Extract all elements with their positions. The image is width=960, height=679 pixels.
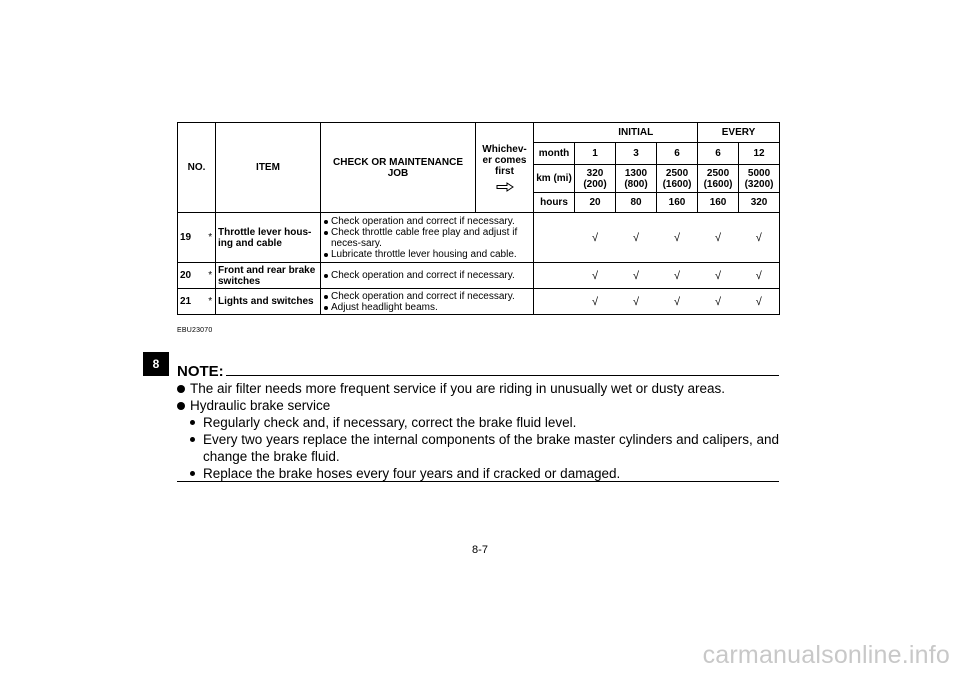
hours-value: 160 [657,193,698,213]
check-mark: √ [657,263,698,289]
month-label: month [534,143,575,165]
note-body [177,380,779,482]
km-value: 320 (200) [575,165,616,193]
month-value: 12 [739,143,780,165]
row-jobs [321,213,534,263]
month-value: 1 [575,143,616,165]
job-item: Adjust headlight beams. [323,302,531,313]
month-value: 6 [657,143,698,165]
check-mark: √ [616,289,657,315]
row-star: * [206,263,216,289]
check-mark: √ [657,289,698,315]
hours-value: 20 [575,193,616,213]
row-blank [534,263,575,289]
km-value: 2500 (1600) [657,165,698,193]
check-mark: √ [575,263,616,289]
hours-value: 80 [616,193,657,213]
note-subitem: Every two years replace the internal components of the brake master cylinders and calipers, and change the brake fluid. [177,431,779,465]
maintenance-schedule-table [177,122,780,315]
header-item: ITEM [216,123,321,213]
header-no: NO. [178,123,216,213]
check-mark: √ [616,213,657,263]
hours-label: hours [534,193,575,213]
note-divider [226,375,779,376]
check-mark: √ [739,263,780,289]
hours-value: 160 [698,193,739,213]
check-mark: √ [739,213,780,263]
job-item: Check throttle cable free play and adjust if neces-sary. [323,227,531,249]
row-star: * [206,213,216,263]
row-item: Lights and switches [216,289,321,315]
note-subitem: Regularly check and, if necessary, correct the brake fluid level. [177,414,779,431]
km-label: km (mi) [534,165,575,193]
row-blank [534,213,575,263]
note-end-divider [177,481,779,482]
row-item: Throttle lever hous-ing and cable [216,213,321,263]
check-mark: √ [575,213,616,263]
check-mark: √ [698,213,739,263]
check-mark: √ [698,263,739,289]
row-jobs [321,263,534,289]
check-mark: √ [616,263,657,289]
check-mark: √ [575,289,616,315]
table-row [178,213,780,263]
note-item: Hydraulic brake service [177,397,779,414]
job-item: Check operation and correct if necessary. [323,216,531,227]
km-value: 5000 (3200) [739,165,780,193]
whichever-text: Whichev-er comes first [482,143,527,177]
km-value: 1300 (800) [616,165,657,193]
km-value: 2500 (1600) [698,165,739,193]
page-number: 8-7 [472,544,488,556]
check-mark: √ [657,213,698,263]
table-row [178,263,780,289]
header-blank [534,123,575,143]
note-title: NOTE: [177,363,224,380]
row-blank [534,289,575,315]
chapter-tab: 8 [143,352,169,376]
header-whichever [476,123,534,213]
header-job: CHECK OR MAINTENANCE JOB [321,123,476,213]
row-number: 19 [178,213,206,263]
arrow-right-icon [496,182,514,192]
row-number: 21 [178,289,206,315]
watermark[interactable]: carmanualsonline.info [702,641,950,669]
hours-value: 320 [739,193,780,213]
header-initial: INITIAL [575,123,698,143]
check-mark: √ [739,289,780,315]
note-item: The air filter needs more frequent service if you are riding in unusually wet or dusty areas. [177,380,779,397]
check-mark: √ [698,289,739,315]
note-subitem: Replace the brake hoses every four years and if cracked or damaged. [177,465,779,482]
table-row [178,289,780,315]
row-item: Front and rear brake switches [216,263,321,289]
row-jobs [321,289,534,315]
job-item: Check operation and correct if necessary. [323,291,531,302]
row-number: 20 [178,263,206,289]
job-item: Lubricate throttle lever housing and cable. [323,249,531,260]
month-value: 3 [616,143,657,165]
header-every: EVERY [698,123,780,143]
month-value: 6 [698,143,739,165]
row-star: * [206,289,216,315]
job-item: Check operation and correct if necessary. [323,270,531,281]
document-code: EBU23070 [177,327,213,334]
